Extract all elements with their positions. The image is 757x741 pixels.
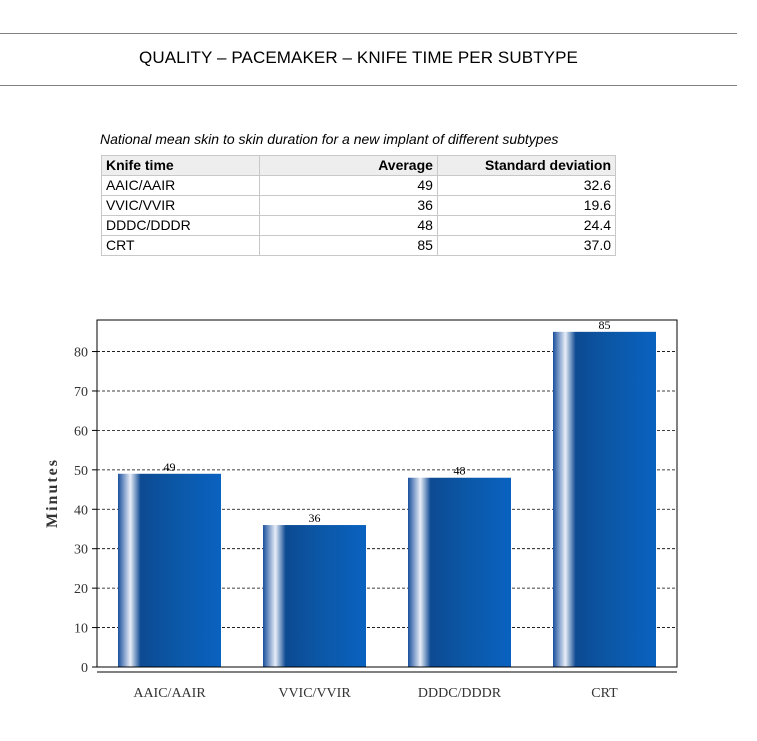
- table-row: [102, 196, 616, 216]
- y-axis-label: Minutes: [44, 458, 61, 528]
- cell-subtype: CRT: [102, 236, 260, 256]
- header-knife-time: Knife time: [102, 156, 260, 176]
- y-tick-label: 50: [74, 463, 88, 479]
- ticks-layer: [74, 346, 97, 676]
- bar: [408, 478, 511, 667]
- title-bottom-rule: [0, 85, 737, 86]
- knife-time-bar-chart: [0, 300, 757, 720]
- cell-average: 49: [259, 176, 437, 196]
- y-tick-label: 30: [74, 542, 88, 558]
- bars-layer: [118, 318, 656, 667]
- page-title: QUALITY – PACEMAKER – KNIFE TIME PER SUBTYPE: [139, 48, 578, 67]
- y-tick-label: 80: [74, 345, 88, 361]
- cell-subtype: AAIC/AAIR: [102, 176, 260, 196]
- y-tick-label: 0: [81, 661, 88, 676]
- bar-value-label: 48: [453, 463, 466, 478]
- x-tick-label: DDDC/DDDR: [417, 686, 502, 701]
- table-header-row: [102, 156, 616, 176]
- table-caption: National mean skin to skin duration for a new implant of different subtypes: [100, 131, 559, 147]
- bar: [263, 525, 366, 667]
- cell-average: 48: [259, 216, 437, 236]
- table-row: [102, 236, 616, 256]
- x-tick-label: AAIC/AAIR: [133, 686, 206, 701]
- bar-value-label: 36: [308, 511, 321, 526]
- bar: [118, 474, 221, 667]
- cell-average: 36: [259, 196, 437, 216]
- table-row: [102, 216, 616, 236]
- header-average: Average: [259, 156, 437, 176]
- cell-subtype: DDDC/DDDR: [102, 216, 260, 236]
- x-tick-labels: [133, 686, 618, 701]
- bar-value-label: 49: [163, 459, 176, 474]
- x-tick-label: VVIC/VVIR: [278, 686, 351, 701]
- cell-subtype: VVIC/VVIR: [102, 196, 260, 216]
- cell-average: 85: [259, 236, 437, 256]
- y-tick-label: 70: [74, 384, 88, 400]
- cell-std-dev: 19.6: [437, 196, 615, 216]
- y-tick-label: 60: [74, 424, 88, 440]
- y-tick-label: 10: [74, 621, 88, 637]
- cell-std-dev: 24.4: [437, 216, 615, 236]
- header-standard-deviation: Standard deviation: [437, 156, 615, 176]
- cell-std-dev: 32.6: [437, 176, 615, 196]
- cell-std-dev: 37.0: [437, 236, 615, 256]
- bar: [553, 332, 656, 667]
- table-row: [102, 176, 616, 196]
- bar-value-label: 85: [598, 317, 611, 332]
- top-rule: [0, 33, 737, 34]
- y-tick-label: 40: [74, 503, 88, 519]
- x-tick-label: CRT: [591, 686, 618, 701]
- knife-time-table: [101, 155, 616, 256]
- y-tick-label: 20: [74, 582, 88, 598]
